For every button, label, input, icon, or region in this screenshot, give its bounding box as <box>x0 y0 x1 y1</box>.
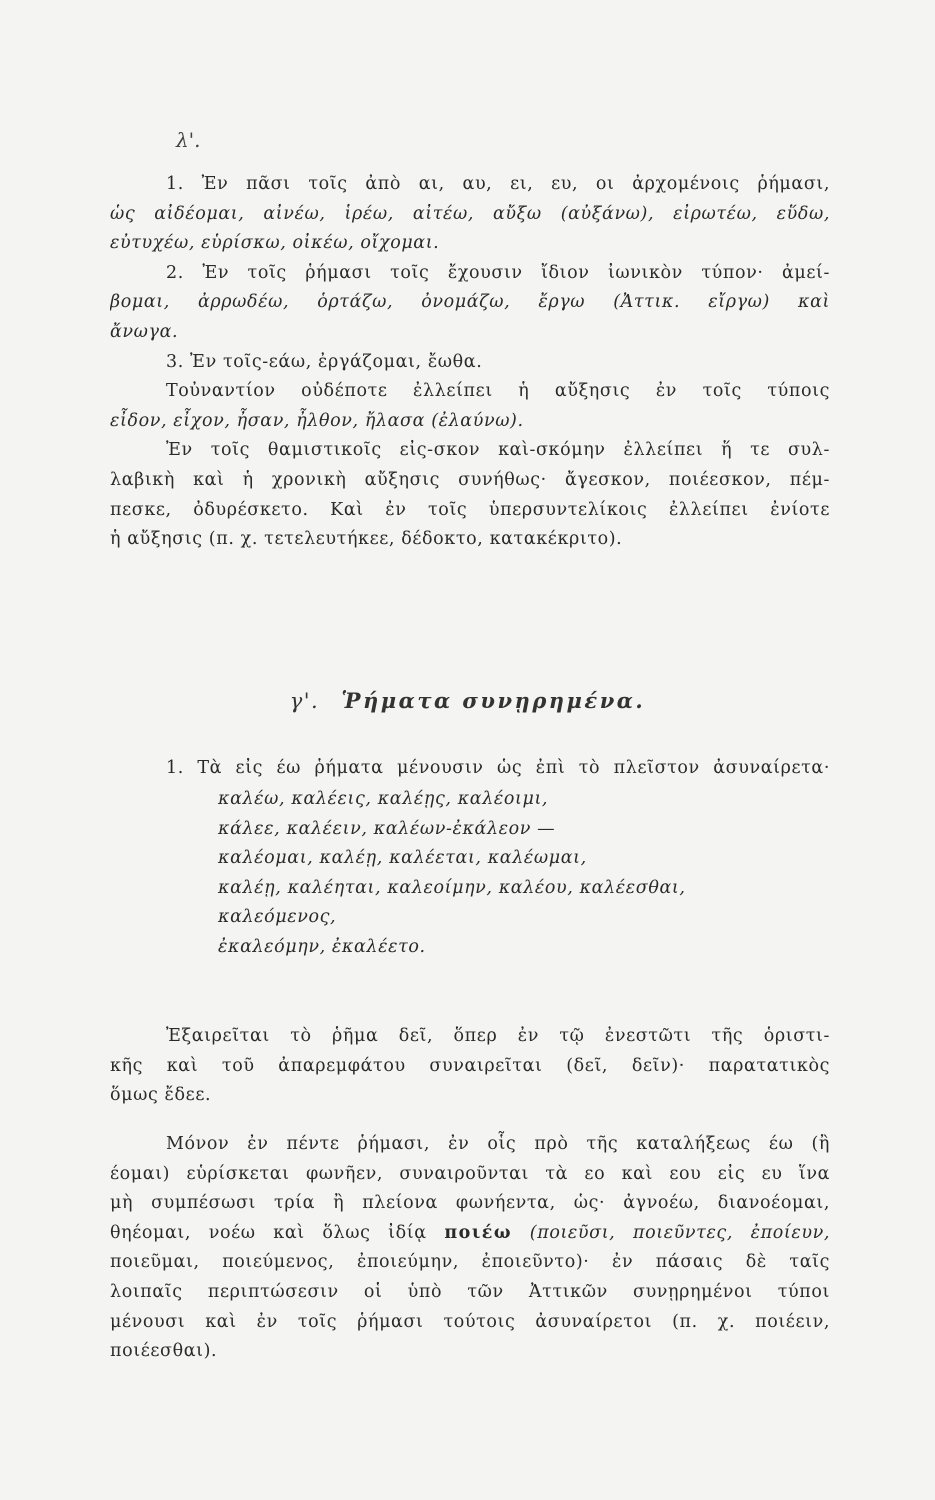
text-line: εἶδον, εἶχον, ἦσαν, ἦλθον, ἤλασα (ἐλαύνω). <box>110 410 524 431</box>
text-line: έομαι) εὑρίσκεται φωνῆεν, συναιροῦνται τὰ εο καὶ εου εἰς ευ ἵνα <box>110 1163 830 1184</box>
conjugation-line: καλέῃ, καλέηται, καλεοίμην, καλέου, καλέεσθαι, <box>218 877 686 898</box>
text-line: Τοὐναντίον οὐδέποτε ἐλλείπει ἡ αὔξησις ἐν τοῖς τύποις <box>166 381 830 402</box>
text-line: ἄνωγα. <box>110 321 179 342</box>
text-fragment: (ποιεῦσι, ποιεῦντες, ἐποίευν, <box>512 1222 830 1243</box>
text-line: βομαι, ἀρρωδέω, ὁρτάζω, ὀνομάζω, ἔργω (Ἀττικ. εἴργω) καὶ <box>110 292 830 313</box>
paragraph-dei-exception <box>110 1022 830 1111</box>
conjugation-line: καλέομαι, καλέῃ, καλέεται, καλέωμαι, <box>218 848 587 869</box>
emphasized-verb: ποιέω <box>444 1222 513 1243</box>
paragraph-augment-rules <box>110 170 830 555</box>
text-line: ποιεῦμαι, ποιεύμενος, ἐποιεύμην, ἐποιεῦντο)· ἐν πάσαις δὲ ταῖς <box>110 1252 830 1273</box>
text-line: ἡ αὔξησις (π. χ. τετελευτήκεε, δέδοκτο, κατακέκριτο). <box>110 529 623 550</box>
text-line <box>110 1219 830 1249</box>
text-line: λαβικὴ καὶ ἡ χρονικὴ αὔξησις συνήθως· ἄγεσκον, ποιέεσκον, πέμ- <box>110 469 830 490</box>
paragraph-contraction-rule <box>110 1130 830 1367</box>
text-line: πεσκε, ὀδυρέσκετο. Καὶ ἐν τοῖς ὑπερσυντελίκοις ἐλλείπει ἐνίοτε <box>110 499 830 520</box>
section-heading-number: γ'. <box>289 689 320 713</box>
section-heading <box>0 688 935 713</box>
rule-1-intro <box>110 754 830 784</box>
conjugation-example <box>218 785 818 963</box>
text-line: Ἐξαιρεῖται τὸ ῥῆμα δεῖ, ὅπερ ἐν τῷ ἐνεστῶτι τῆς ὁριστι- <box>166 1026 830 1046</box>
text-fragment: θηέομαι, νοέω καὶ ὅλως ἰδίᾳ <box>110 1222 445 1243</box>
text-line: ὡς αἰδέομαι, αἰνέω, ἱρέω, αἰτέω, αὔξω (αὐξάνω), εἰρωτέω, εὕδω, <box>110 203 830 224</box>
text-line: μὴ συμπέσωσι τρία ἢ πλείονα φωνήεντα, ὡς· ἀγνοέω, διανοέομαι, <box>110 1193 830 1214</box>
text-line: 1. Ἐν πᾶσι τοῖς ἀπὸ αι, αυ, ει, ευ, οι ἀρχομένοις ῥήμασι, <box>166 174 830 194</box>
text-line: 1. Τὰ εἰς έω ῥήματα μένουσιν ὡς ἐπὶ τὸ πλεῖστον ἀσυναίρετα· <box>166 758 830 778</box>
page-number: λ'. <box>176 128 201 152</box>
text-line: Ἐν τοῖς θαμιστικοῖς εἰς-σκον καὶ-σκόμην ἐλλείπει ἥ τε συλ- <box>166 440 830 461</box>
text-line: ποιέεσθαι). <box>110 1341 218 1362</box>
conjugation-line: καλεόμενος, <box>218 907 337 928</box>
section-heading-text: Ῥήματα συνῃρημένα. <box>341 688 646 713</box>
conjugation-line: ἐκαλεόμην, ἐκαλέετο. <box>218 936 426 957</box>
conjugation-line: κάλεε, καλέειν, καλέων-ἐκάλεον — <box>218 818 556 839</box>
conjugation-line: καλέω, καλέεις, καλέῃς, καλέοιμι, <box>218 789 549 809</box>
text-line: λοιπαῖς περιπτώσεσιν οἱ ὑπὸ τῶν Ἀττικῶν συνῃρημένοι τύποι <box>110 1281 830 1302</box>
text-line: κῆς καὶ τοῦ ἀπαρεμφάτου συναιρεῖται (δεῖ, δεῖν)· παρατατικὸς <box>110 1055 830 1076</box>
text-line: ὅμως ἔδεε. <box>110 1085 212 1106</box>
text-line: 3. Ἐν τοῖς-εάω, ἐργάζομαι, ἔωθα. <box>166 351 483 372</box>
text-line: 2. Ἐν τοῖς ῥήμασι τοῖς ἔχουσιν ἴδιον ἰωνικὸν τύπον· ἀμεί- <box>166 262 830 283</box>
text-line: Μόνον ἐν πέντε ῥήμασι, ἐν οἷς πρὸ τῆς καταλήξεως έω (ἢ <box>166 1134 830 1154</box>
text-line: εὐτυχέω, εὑρίσκω, οἰκέω, οἴχομαι. <box>110 233 440 254</box>
text-line: μένουσι καὶ ἐν τοῖς ῥήμασι τούτοις ἀσυναίρετοι (π. χ. ποιέειν, <box>110 1311 830 1332</box>
